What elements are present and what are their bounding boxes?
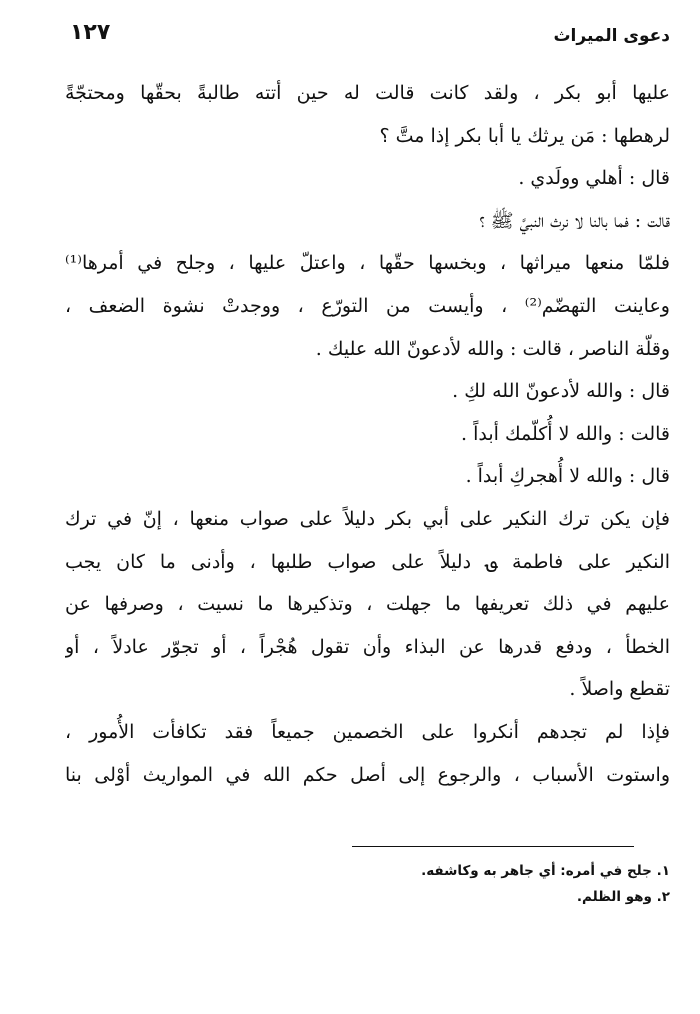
footnote-separator	[352, 846, 634, 847]
footnote-2: ٢. وهو الظلم.	[576, 889, 670, 905]
body-text	[65, 72, 670, 796]
text-line: عليها أبو بكر ، ولقد كانت قالت له حين أتته طالبةً بحقّها ومحتجّةً	[65, 82, 670, 104]
text-line: عليهم في ذلك تعريفها ما جهلت ، وتذكيرها ما نسيت ، وصرفها عن	[65, 593, 670, 616]
text-line: قالت : فما بالنا لا نرث النبيَّ ﷺ ؟	[479, 209, 670, 232]
text-line: وعاينت التهضّم⁽²⁾ ، وأيست من التورّع ، ووجدتْ نشوة الضعف ،	[65, 294, 670, 317]
text-line: قال : أهلي وولَدي .	[518, 167, 670, 190]
footnote-1: ١. جلح في أمره: أي جاهر به وكاشفه.	[421, 863, 670, 879]
text-line: فإن يكن ترك النكير على أبي بكر دليلاً على صواب منعها ، إنّ في ترك	[65, 507, 670, 530]
footnotes	[65, 858, 670, 910]
text-line: فلمّا منعها ميراثها ، وبخسها حقّها ، واعتلّ عليها ، وجلح في أمرها⁽¹⁾	[65, 252, 670, 275]
text-line: النكير على فاطمة ؈ دليلاً على صواب طلبها ، وأدنى ما كان يجب	[65, 550, 670, 573]
text-line: لرهطها : مَن يرثك يا أبا بكر إذا متَّ ؟	[379, 124, 670, 147]
text-line: فإذا لم تجدهم أنكروا على الخصمين جميعاً فقد تكافأت الأُمور ،	[65, 720, 670, 743]
text-line: تقطع واصلاً .	[569, 678, 670, 701]
text-line: واستوت الأسباب ، والرجوع إلى أصل حكم الله في المواريث أوْلى بنا	[65, 763, 670, 786]
text-line: قالت : والله لا أُكلّمك أبداً .	[461, 422, 670, 445]
text-line: وقلّة الناصر ، قالت : والله لأدعونّ الله عليك .	[315, 337, 670, 360]
text-line: قال : والله لأدعونّ الله لكِ .	[452, 380, 670, 403]
text-line: قال : والله لا أُهجركِ أبداً .	[465, 465, 670, 488]
running-title: دعوى الميراث	[553, 26, 670, 46]
page-number: ١٢٧	[70, 20, 111, 45]
text-line: الخطأ ، ودفع قدرها عن البذاء وأن تقول هُجْراً ، أو تجوّر عادلاً ، أو	[65, 635, 670, 658]
